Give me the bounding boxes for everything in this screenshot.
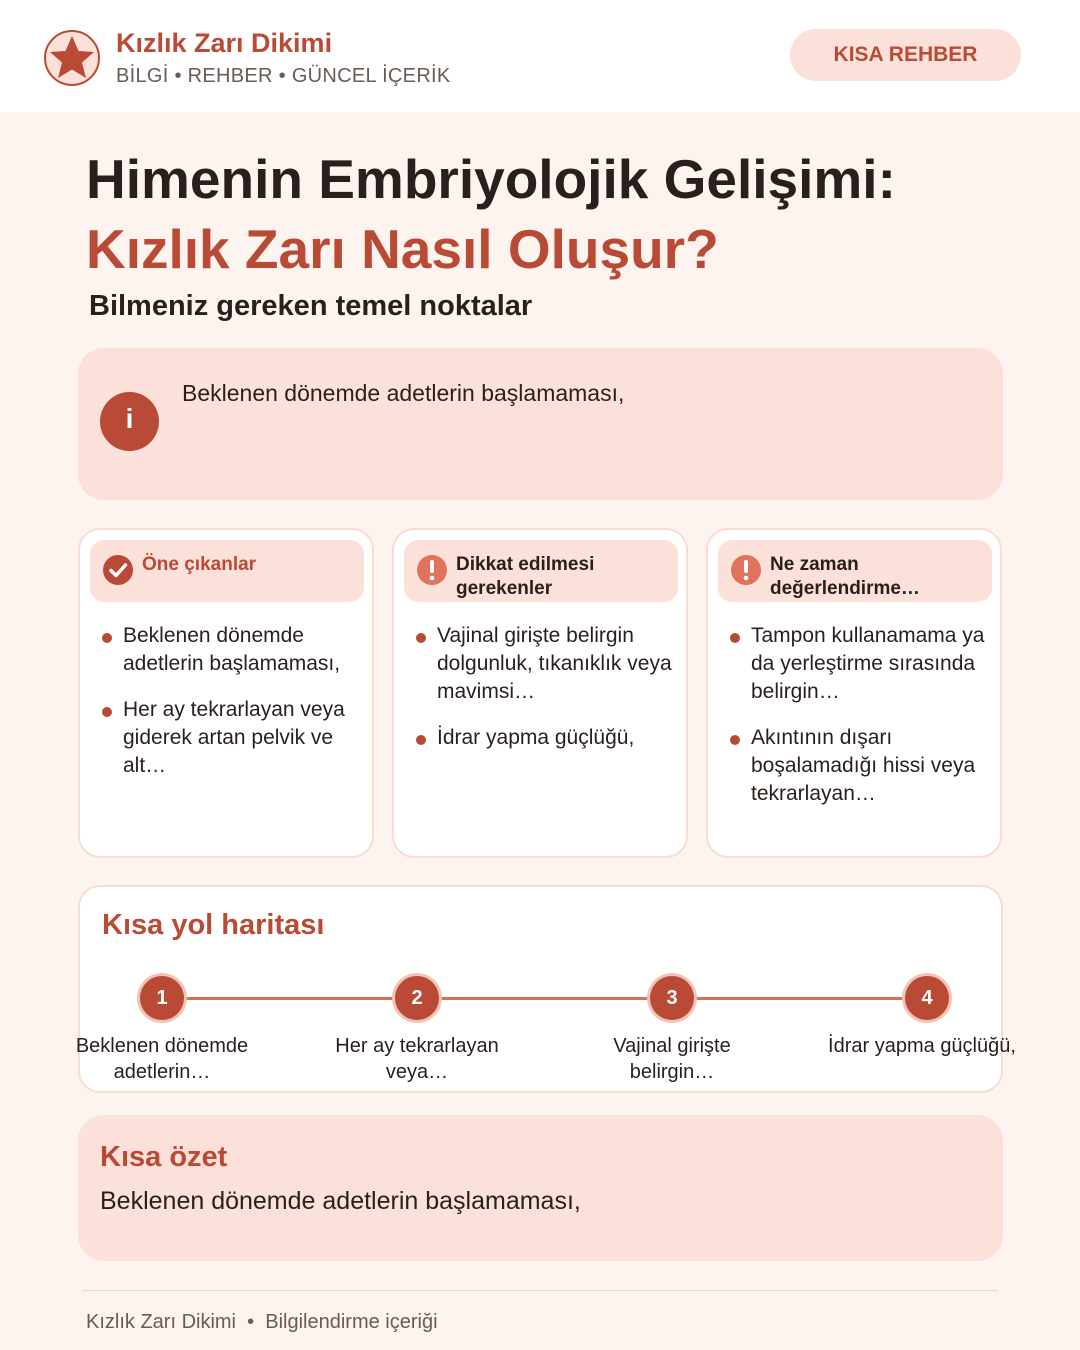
list-item: Tampon kullanamama ya da yerleştirme sırasında belirgin…: [730, 622, 1002, 706]
list-item: Vajinal girişte belirgin dolgunluk, tıkanıklık veya mavimsi…: [416, 622, 688, 706]
roadmap-step-2: 2: [395, 976, 439, 1020]
roadmap: [75, 885, 1016, 1093]
list-item: İdrar yapma güçlüğü,: [416, 724, 688, 752]
list-item: Beklenen dönemde adetlerin başlamaması,: [102, 622, 374, 678]
card-header: [90, 540, 364, 602]
summary-title: Kısa özet: [100, 1141, 228, 1173]
card-header: [404, 540, 678, 602]
page-title: Himenin Embriyolojik Gelişimi:: [86, 148, 896, 210]
list-item: Akıntının dışarı boşalamadığı hissi veya tekrarlayan…: [730, 724, 1002, 808]
card-list: [416, 622, 688, 770]
summary-box: [78, 1115, 1003, 1261]
roadmap-step-label: Her ay tekrarlayan veya…: [335, 1035, 499, 1083]
roadmap-step-label: Beklenen dönemde adetlerin…: [75, 1035, 249, 1083]
info-text: Beklenen dönemde adetlerin başlamaması,: [182, 380, 625, 406]
card-title: Dikkat edilmesi gerekenler: [456, 554, 595, 599]
warning-icon: [416, 554, 448, 586]
page-title-accent: Kızlık Zarı Nasıl Oluşur?: [86, 218, 719, 280]
footer-divider: [82, 1290, 998, 1291]
brand-title: Kızlık Zarı Dikimi: [116, 28, 333, 58]
card-when-to-evaluate: [706, 528, 1002, 858]
info-box: [78, 348, 1003, 500]
card-cautions: [392, 528, 688, 858]
info-icon: i: [100, 392, 159, 451]
summary-text: Beklenen dönemde adetlerin başlamaması,: [100, 1187, 581, 1215]
roadmap-step-4: 4: [905, 976, 949, 1020]
card-highlights: [78, 528, 374, 858]
roadmap-step-label: İdrar yapma güçlüğü,: [828, 1035, 1016, 1057]
warning-icon: [730, 554, 762, 586]
roadmap-step-3: 3: [650, 976, 694, 1020]
star-seal-icon: [42, 28, 102, 88]
header: [0, 0, 1080, 112]
card-header: [718, 540, 992, 602]
list-item: Her ay tekrarlayan veya giderek artan pelvik ve alt…: [102, 696, 374, 780]
card-title: Öne çıkanlar: [142, 554, 257, 575]
check-circle-icon: [102, 554, 134, 586]
brand-subtitle: BİLGİ • REHBER • GÜNCEL İÇERİK: [116, 65, 451, 87]
card-list: [102, 622, 374, 798]
page-subtitle: Bilmeniz gereken temel noktalar: [89, 290, 533, 322]
roadmap-line: [162, 997, 927, 1000]
roadmap-step-label: Vajinal girişte belirgin…: [613, 1035, 731, 1083]
roadmap-title: Kısa yol haritası: [102, 909, 325, 941]
roadmap-step-1: 1: [140, 976, 184, 1020]
card-list: [730, 622, 1002, 826]
guide-badge: KISA REHBER: [790, 29, 1021, 81]
footer-text: Kızlık Zarı Dikimi • Bilgilendirme içeriği: [86, 1311, 438, 1333]
card-title: Ne zaman değerlendirme…: [770, 554, 920, 599]
